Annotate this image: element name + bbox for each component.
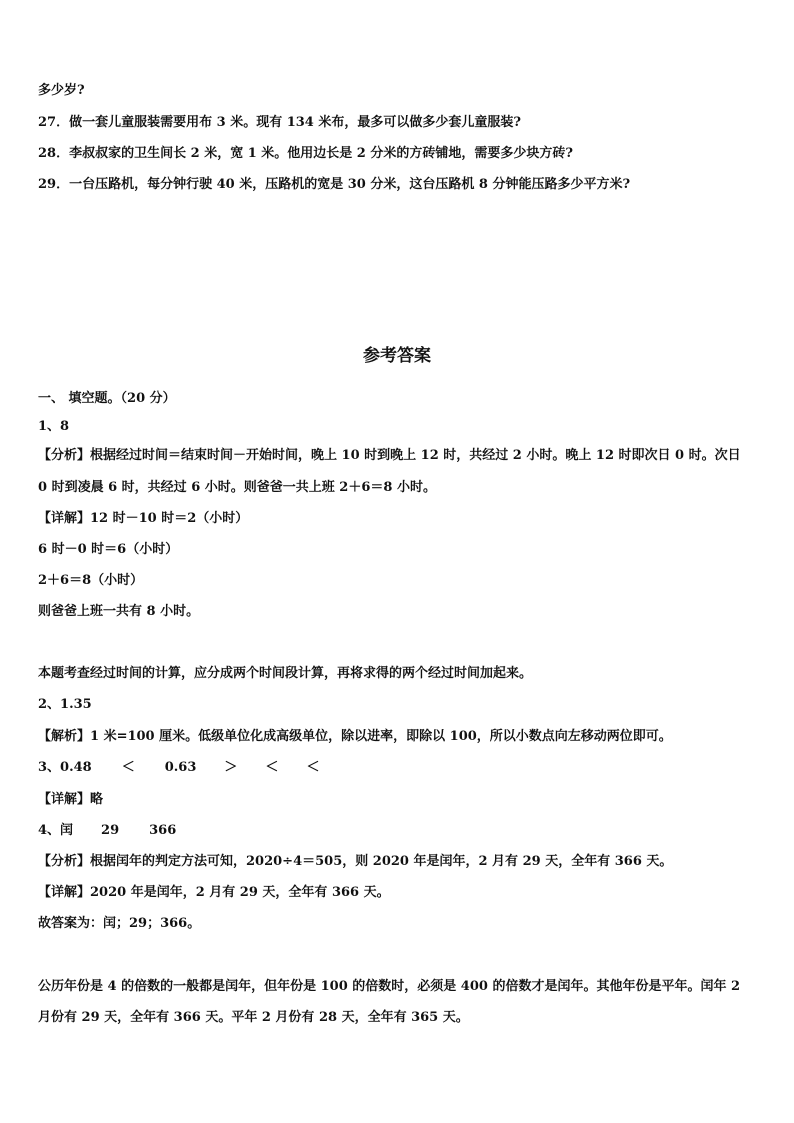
answer-1-step-2: 6 时－0 时＝6（小时）	[38, 542, 179, 557]
section-1-heading: 一、 填空题。（20 分）	[38, 391, 176, 406]
answer-4-number: 4、闰	[38, 823, 74, 838]
answer-4-detail: 【详解】2020 年是闰年，2 月有 29 天，全年有 366 天。	[38, 885, 390, 900]
answer-3-value-1: ＜	[121, 760, 135, 775]
answer-1-analysis-line-2: 0 时到凌晨 6 时，共经过 6 小时。则爸爸一共上班 2＋6＝8 小时。	[38, 480, 436, 495]
answer-4-answer: 故答案为：闰；29；366。	[38, 916, 201, 931]
answer-3-value-4: ＜	[265, 760, 279, 775]
answer-4-analysis: 【分析】根据闰年的判定方法可知，2020÷4＝505，则 2020 年是闰年，2 月有 29 天，全年有 366 天。	[38, 854, 673, 869]
answer-4-row	[38, 823, 176, 839]
answer-4-value-1: 29	[101, 823, 120, 838]
answers-title: 参考答案	[363, 346, 431, 366]
question-29: 29．一台压路机，每分钟行驶 40 米，压路机的宽是 30 分米，这台压路机 8 分钟能压路多少平方米?	[38, 177, 631, 192]
answer-2-number: 2、1.35	[38, 697, 92, 712]
answer-3-detail: 【详解】略	[38, 792, 104, 807]
answer-1-detail: 【详解】12 时－10 时＝2（小时）	[38, 511, 249, 526]
answer-3-number: 3、0.48	[38, 760, 92, 775]
question-26-tail: 多少岁?	[38, 83, 85, 98]
answer-1-analysis-line-1: 【分析】根据经过时间＝结束时间－开始时间，晚上 10 时到晚上 12 时，共经过 2 小时。晚上 12 时即次日 0 时。次日	[38, 448, 741, 463]
answer-4-note-line-1: 公历年份是 4 的倍数的一般都是闰年，但年份是 100 的倍数时，必须是 400 的倍数才是闰年。其他年份是平年。闰年 2	[38, 979, 741, 994]
answer-3-row	[38, 760, 319, 776]
answer-1-note: 本题考查经过时间的计算，应分成两个时间段计算，再将求得的两个经过时间加起来。	[38, 666, 533, 681]
answer-1-step-3: 2＋6＝8（小时）	[38, 573, 144, 588]
answer-1-number: 1、8	[38, 419, 70, 434]
question-27: 27．做一套儿童服装需要用布 3 米。现有 134 米布，最多可以做多少套儿童服装?	[38, 115, 521, 130]
answer-3-value-2: 0.63	[164, 760, 197, 775]
answer-4-note-line-2: 月份有 29 天，全年有 366 天。平年 2 月份有 28 天，全年有 365 天。	[38, 1010, 469, 1025]
question-28: 28．李叔叔家的卫生间长 2 米，宽 1 米。他用边长是 2 分米的方砖铺地，需要多少块方砖?	[38, 146, 574, 161]
answer-1-conclusion: 则爸爸上班一共有 8 小时。	[38, 604, 200, 619]
answer-2-analysis: 【解析】1 米=100 厘米。低级单位化成高级单位，除以进率，即除以 100，所以小数点向左移动两位即可。	[38, 729, 672, 744]
answer-3-value-3: ＞	[224, 760, 238, 775]
answer-4-value-2: 366	[149, 823, 177, 838]
answer-3-value-5: ＜	[306, 760, 320, 775]
